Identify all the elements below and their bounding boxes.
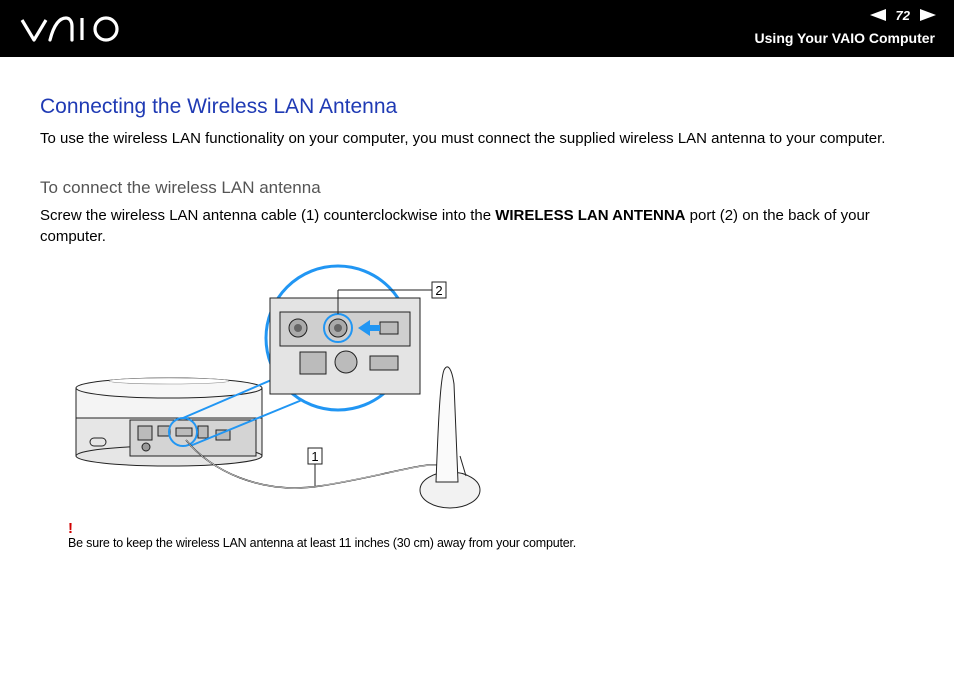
procedure-heading: To connect the wireless LAN antenna [40,178,321,197]
warning-note: Be sure to keep the wireless LAN antenna at least 11 inches (30 cm) away from your computer. [68,536,577,550]
intro-paragraph: To use the wireless LAN functionality on your computer, you must connect the supplied wireless LAN antenna to your computer. [40,130,886,147]
warning-icon: ! [68,520,73,537]
next-page-arrow-icon[interactable] [920,9,936,21]
computer-illustration [76,378,262,466]
antenna-connection-illustration [70,260,490,510]
section-name: Using Your VAIO Computer [754,30,935,46]
page-navigation [870,6,936,24]
prev-page-arrow-icon[interactable] [870,9,886,21]
callout-2-label: 2 [435,283,443,298]
instruction-text-after: port (2) on the back of your computer. [40,207,870,245]
page-title: Connecting the Wireless LAN Antenna [40,95,398,118]
page-number: 72 [895,7,910,23]
page-header [0,0,954,57]
vaio-logo-icon [20,14,124,44]
instruction-paragraph [40,205,920,247]
callout-1 [308,448,322,464]
port-name: WIRELESS LAN ANTENNA [495,207,686,224]
callout-1-label: 1 [311,449,319,464]
instruction-text-before: Screw the wireless LAN antenna cable (1) counterclockwise into the [40,207,496,224]
callout-2 [432,282,446,298]
